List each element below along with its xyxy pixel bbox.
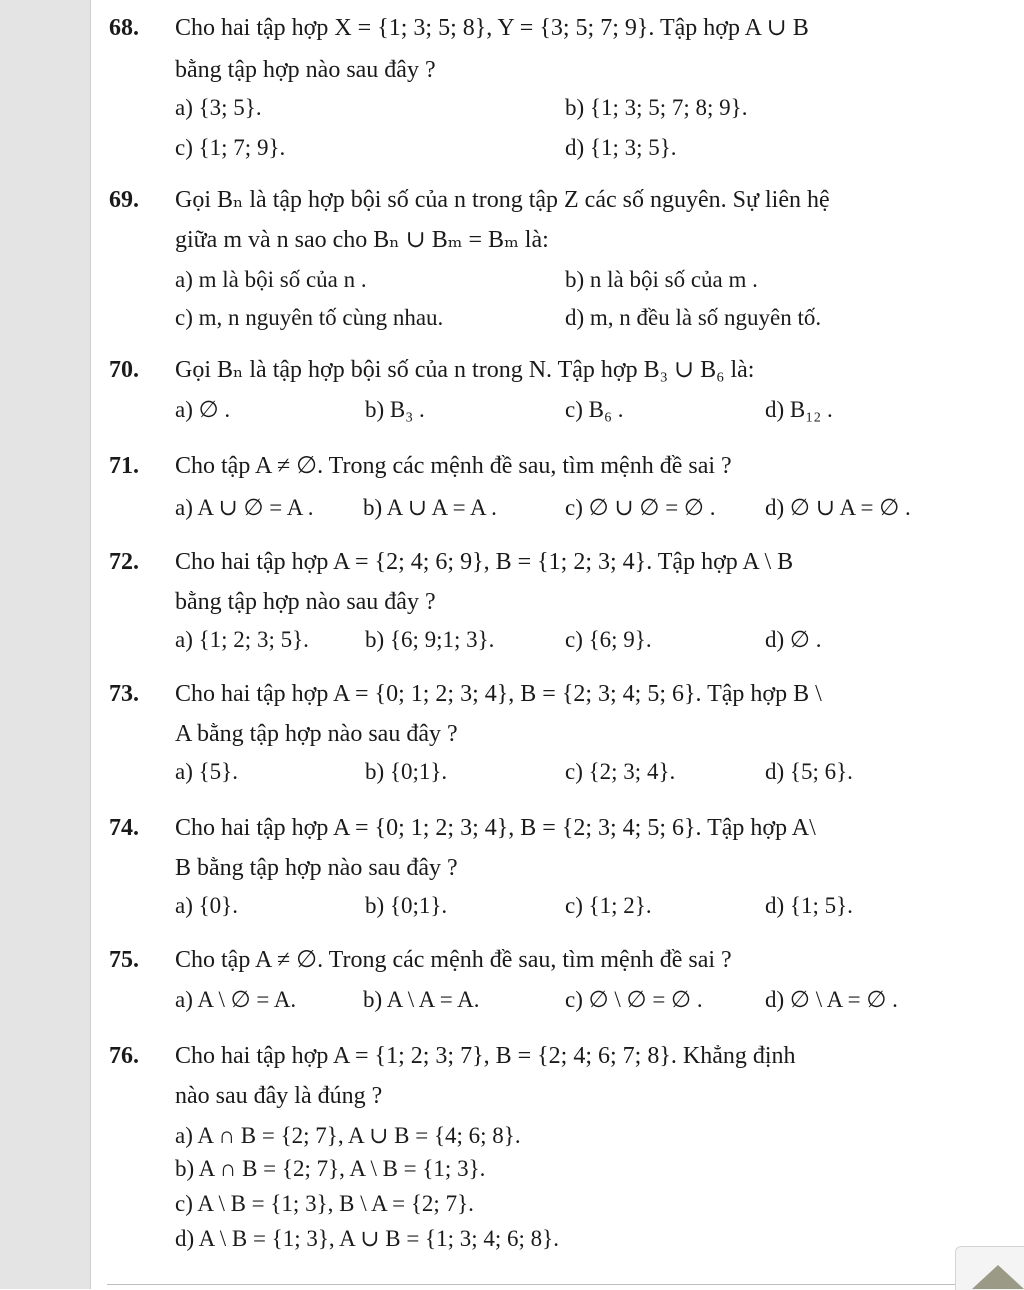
option-b: b) {6; 9;1; 3}. <box>365 627 495 652</box>
option-c: c) m, n nguyên tố cùng nhau. <box>175 305 444 330</box>
question-number: 69. <box>109 187 139 213</box>
option-d: d) B₁₂ . <box>765 397 833 422</box>
option-a: a) {5}. <box>175 759 238 784</box>
question-number: 74. <box>109 815 139 841</box>
option-b: b) B₃ . <box>365 397 425 422</box>
question-number: 73. <box>109 681 139 707</box>
bottom-divider <box>107 1284 957 1285</box>
option-c: c) ∅ ∪ ∅ = ∅ . <box>565 495 716 520</box>
option-d: d) m, n đều là số nguyên tố. <box>565 305 822 330</box>
option-d: d) ∅ \ A = ∅ . <box>765 987 898 1012</box>
option-c: c) A \ B = {1; 3}, B \ A = {2; 7}. <box>175 1191 474 1216</box>
option-b: b) n là bội số của m . <box>565 267 758 292</box>
question-text-line: Cho hai tập hợp X = {1; 3; 5; 8}, Y = {3; 5; 7; 9}. Tập hợp A ∪ B <box>175 15 809 41</box>
question-text-line: Cho tập A ≠ ∅. Trong các mệnh đề sau, tìm mệnh đề sai ? <box>175 453 732 479</box>
option-a: a) ∅ . <box>175 397 231 422</box>
option-b: b) A ∩ B = {2; 7}, A \ B = {1; 3}. <box>175 1156 486 1181</box>
option-d: d) {1; 3; 5}. <box>565 135 677 160</box>
option-d: d) A \ B = {1; 3}, A ∪ B = {1; 3; 4; 6; 8}. <box>175 1226 559 1251</box>
option-d: d) {5; 6}. <box>765 759 853 784</box>
question-text-line: Cho hai tập hợp A = {2; 4; 6; 9}, B = {1; 2; 3; 4}. Tập hợp A \ B <box>175 549 794 575</box>
option-a: a) A ∪ ∅ = A . <box>175 495 314 520</box>
option-a: a) {0}. <box>175 893 238 918</box>
option-b: b) {1; 3; 5; 7; 8; 9}. <box>565 95 748 120</box>
option-a: a) m là bội số của n . <box>175 267 367 292</box>
left-margin-panel <box>0 0 91 1289</box>
option-d: d) ∅ ∪ A = ∅ . <box>765 495 911 520</box>
corner-thumbnail <box>955 1246 1024 1290</box>
option-d: d) ∅ . <box>765 627 822 652</box>
question-text-line: Cho hai tập hợp A = {0; 1; 2; 3; 4}, B = {2; 3; 4; 5; 6}. Tập hợp A\ <box>175 815 816 841</box>
question-number: 70. <box>109 357 139 383</box>
question-text-line: bằng tập hợp nào sau đây ? <box>175 57 436 83</box>
option-a: a) {1; 2; 3; 5}. <box>175 627 309 652</box>
question-number: 72. <box>109 549 139 575</box>
option-c: c) {1; 7; 9}. <box>175 135 286 160</box>
question-text-line: A bằng tập hợp nào sau đây ? <box>175 721 458 747</box>
question-text-line: Cho tập A ≠ ∅. Trong các mệnh đề sau, tìm mệnh đề sai ? <box>175 947 732 973</box>
question-number: 75. <box>109 947 139 973</box>
question-text-line: bằng tập hợp nào sau đây ? <box>175 589 436 615</box>
question-text-line: Cho hai tập hợp A = {1; 2; 3; 7}, B = {2; 4; 6; 7; 8}. Khẳng định <box>175 1043 796 1069</box>
question-text-line: Cho hai tập hợp A = {0; 1; 2; 3; 4}, B = {2; 3; 4; 5; 6}. Tập hợp B \ <box>175 681 822 707</box>
question-number: 76. <box>109 1043 139 1069</box>
question-text-line: giữa m và n sao cho Bₙ ∪ Bₘ = Bₘ là: <box>175 227 549 253</box>
option-d: d) {1; 5}. <box>765 893 853 918</box>
option-a: a) A \ ∅ = A. <box>175 987 297 1012</box>
option-c: c) ∅ \ ∅ = ∅ . <box>565 987 703 1012</box>
document-page <box>91 0 1024 1289</box>
option-c: c) {1; 2}. <box>565 893 652 918</box>
question-number: 71. <box>109 453 139 479</box>
option-c: c) {2; 3; 4}. <box>565 759 676 784</box>
option-a: a) A ∩ B = {2; 7}, A ∪ B = {4; 6; 8}. <box>175 1123 521 1148</box>
option-b: b) {0;1}. <box>365 893 448 918</box>
question-text-line: Gọi Bₙ là tập hợp bội số của n trong tập Z các số nguyên. Sự liên hệ <box>175 187 830 213</box>
option-b: b) A ∪ A = A . <box>363 495 497 520</box>
question-text-line: nào sau đây là đúng ? <box>175 1083 383 1109</box>
thumbnail-shape-icon <box>972 1265 1024 1289</box>
option-b: b) A \ A = A. <box>363 987 480 1012</box>
option-a: a) {3; 5}. <box>175 95 262 120</box>
question-number: 68. <box>109 15 139 41</box>
question-text-line: Gọi Bₙ là tập hợp bội số của n trong N. Tập hợp B₃ ∪ B₆ là: <box>175 357 755 383</box>
option-b: b) {0;1}. <box>365 759 448 784</box>
question-text-line: B bằng tập hợp nào sau đây ? <box>175 855 458 881</box>
option-c: c) {6; 9}. <box>565 627 652 652</box>
option-c: c) B₆ . <box>565 397 624 422</box>
